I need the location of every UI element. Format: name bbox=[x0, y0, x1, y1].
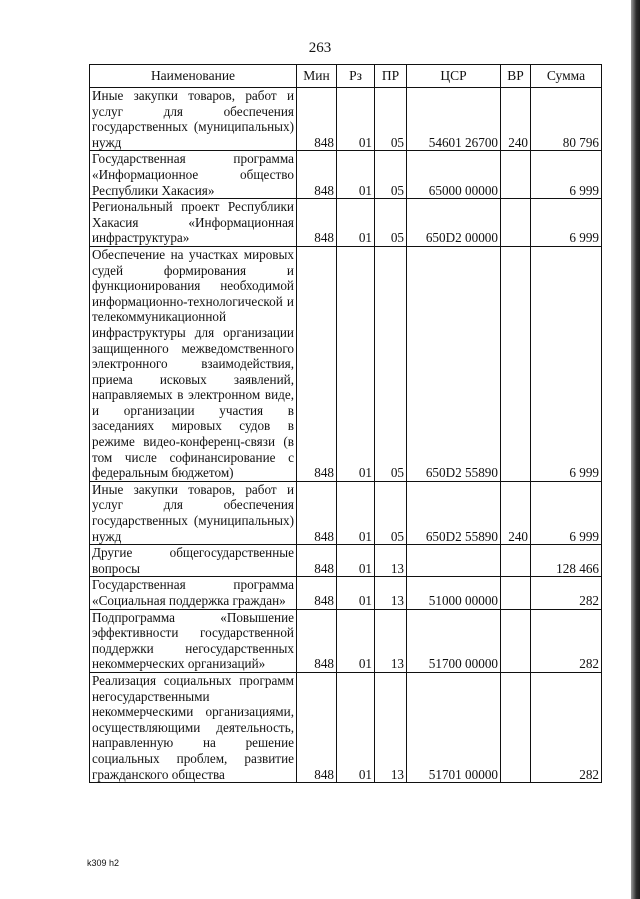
header-vr: ВР bbox=[501, 65, 531, 88]
row-name: Государственная программа «Информационное общество Республики Хакасия» bbox=[90, 151, 297, 199]
row-rz: 01 bbox=[337, 88, 375, 151]
table-header bbox=[90, 65, 602, 88]
header-pr: ПР bbox=[375, 65, 407, 88]
table-row bbox=[90, 481, 602, 544]
row-rz: 01 bbox=[337, 151, 375, 199]
row-vr bbox=[501, 545, 531, 577]
row-min: 848 bbox=[297, 577, 337, 609]
table-row bbox=[90, 609, 602, 672]
row-vr bbox=[501, 577, 531, 609]
row-name: Государственная программа «Социальная поддержка граждан» bbox=[90, 577, 297, 609]
header-csr: ЦСР bbox=[407, 65, 501, 88]
row-pr: 13 bbox=[375, 545, 407, 577]
row-sum: 128 466 bbox=[531, 545, 602, 577]
header-row bbox=[90, 65, 602, 88]
row-min: 848 bbox=[297, 609, 337, 672]
row-min: 848 bbox=[297, 545, 337, 577]
header-name: Наименование bbox=[90, 65, 297, 88]
row-vr bbox=[501, 672, 531, 782]
row-name: Обеспечение на участках мировых судей формирования и функционирования необходимой информационно-технологической и телекоммуникационной инфраструктуры для организации защищенного межведомственного электронного взаимодействия, приема исковых заявлений, направляемых в электронном виде, и организации участия в заседаниях мировых судов в режиме видео-конференц-связи (в том числе софинансирование с федеральным бюджетом) bbox=[90, 246, 297, 481]
row-sum: 6 999 bbox=[531, 481, 602, 544]
budget-table bbox=[89, 64, 602, 783]
header-rz: Рз bbox=[337, 65, 375, 88]
row-csr: 54601 26700 bbox=[407, 88, 501, 151]
row-csr bbox=[407, 545, 501, 577]
row-rz: 01 bbox=[337, 246, 375, 481]
table-row bbox=[90, 577, 602, 609]
row-pr: 05 bbox=[375, 88, 407, 151]
row-csr: 51700 00000 bbox=[407, 609, 501, 672]
header-sum: Сумма bbox=[531, 65, 602, 88]
row-csr: 650D2 00000 bbox=[407, 199, 501, 247]
row-pr: 13 bbox=[375, 609, 407, 672]
scan-edge-shadow bbox=[631, 0, 640, 899]
row-vr: 240 bbox=[501, 88, 531, 151]
table-row bbox=[90, 199, 602, 247]
table-row bbox=[90, 88, 602, 151]
row-name: Подпрограмма «Повышение эффективности государственной поддержки негосударственных некоммерческих организаций» bbox=[90, 609, 297, 672]
row-min: 848 bbox=[297, 481, 337, 544]
row-pr: 13 bbox=[375, 577, 407, 609]
row-min: 848 bbox=[297, 151, 337, 199]
row-min: 848 bbox=[297, 672, 337, 782]
row-sum: 6 999 bbox=[531, 246, 602, 481]
row-vr bbox=[501, 246, 531, 481]
row-pr: 05 bbox=[375, 199, 407, 247]
row-sum: 282 bbox=[531, 609, 602, 672]
row-name: Реализация социальных программ негосударственными некоммерческими организациями, осуществляющими деятельность, направленную на решение социальных проблем, развитие гражданского общества bbox=[90, 672, 297, 782]
row-pr: 05 bbox=[375, 151, 407, 199]
row-vr bbox=[501, 199, 531, 247]
row-sum: 6 999 bbox=[531, 151, 602, 199]
table-body bbox=[90, 88, 602, 783]
row-sum: 80 796 bbox=[531, 88, 602, 151]
row-pr: 05 bbox=[375, 481, 407, 544]
row-name: Региональный проект Республики Хакасия «Информационная инфраструктура» bbox=[90, 199, 297, 247]
row-pr: 13 bbox=[375, 672, 407, 782]
row-csr: 51701 00000 bbox=[407, 672, 501, 782]
row-vr bbox=[501, 151, 531, 199]
row-min: 848 bbox=[297, 246, 337, 481]
table-row bbox=[90, 151, 602, 199]
row-rz: 01 bbox=[337, 481, 375, 544]
row-name: Другие общегосударственные вопросы bbox=[90, 545, 297, 577]
row-csr: 650D2 55890 bbox=[407, 246, 501, 481]
footer-code: k309 h2 bbox=[87, 858, 120, 868]
row-rz: 01 bbox=[337, 609, 375, 672]
row-vr: 240 bbox=[501, 481, 531, 544]
row-sum: 282 bbox=[531, 672, 602, 782]
row-rz: 01 bbox=[337, 577, 375, 609]
row-pr: 05 bbox=[375, 246, 407, 481]
row-rz: 01 bbox=[337, 199, 375, 247]
table-row bbox=[90, 545, 602, 577]
page-number: 263 bbox=[308, 40, 332, 56]
table-row bbox=[90, 246, 602, 481]
row-sum: 282 bbox=[531, 577, 602, 609]
row-vr bbox=[501, 609, 531, 672]
row-csr: 51000 00000 bbox=[407, 577, 501, 609]
row-name: Иные закупки товаров, работ и услуг для обеспечения государственных (муниципальных) нужд bbox=[90, 481, 297, 544]
row-rz: 01 bbox=[337, 672, 375, 782]
row-csr: 65000 00000 bbox=[407, 151, 501, 199]
row-csr: 650D2 55890 bbox=[407, 481, 501, 544]
row-name: Иные закупки товаров, работ и услуг для обеспечения государственных (муниципальных) нужд bbox=[90, 88, 297, 151]
row-min: 848 bbox=[297, 88, 337, 151]
header-min: Мин bbox=[297, 65, 337, 88]
table-row bbox=[90, 672, 602, 782]
row-sum: 6 999 bbox=[531, 199, 602, 247]
row-min: 848 bbox=[297, 199, 337, 247]
row-rz: 01 bbox=[337, 545, 375, 577]
